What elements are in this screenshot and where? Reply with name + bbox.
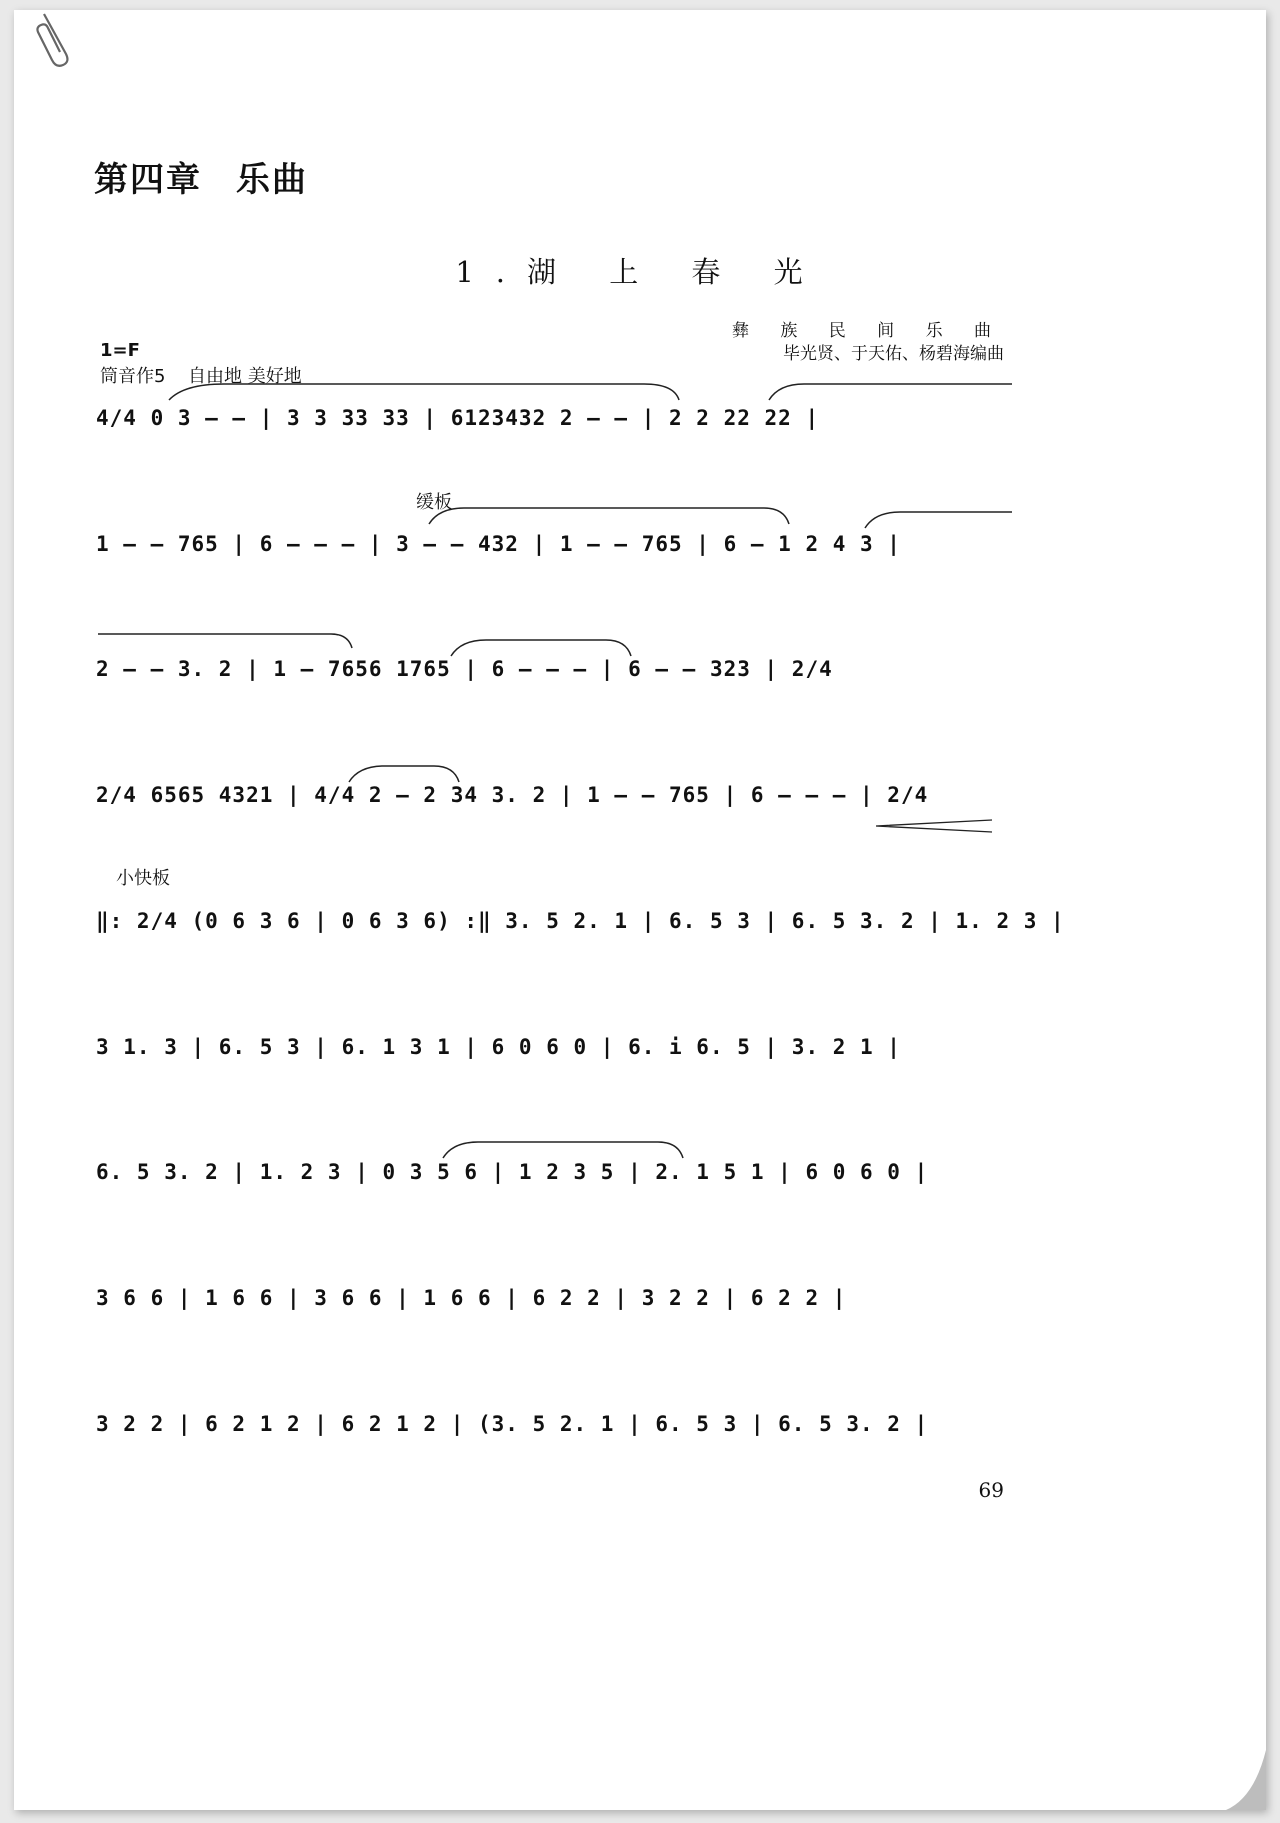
- tempo-marking-intro: 自由地 美好地: [188, 366, 302, 387]
- page-number: 69: [978, 1478, 1004, 1502]
- staff-line-4: 2/4 6565 4321 | 4/4 2 – 2 34 3. 2 | 1 – – 765 | 6 – – – | 2/4: [96, 783, 929, 807]
- staff-line-2: 1 – – 765 | 6 – – – | 3 – – 432 | 1 – – 765 | 6 – 1 2 4 3 |: [96, 532, 901, 556]
- chapter-label: 第四章: [94, 160, 202, 200]
- staff-line-1: 4/4 0 3 – – | 3 3 33 33 | 6123432 2 – – | 2 2 22 22 |: [96, 406, 820, 430]
- slur-mark: [764, 382, 1014, 402]
- piece-arrangers: 毕光贤、于天佑、杨碧海编曲: [783, 344, 1004, 364]
- slur-mark: [424, 506, 794, 526]
- tempo-marking-slow: 缓板: [416, 492, 452, 513]
- page-curl-corner: [1226, 1750, 1266, 1810]
- slur-mark: [344, 764, 464, 784]
- fingering-note: 筒音作5: [100, 366, 166, 387]
- book-page: [14, 10, 1266, 1810]
- chapter-title: 乐曲: [236, 160, 308, 200]
- piece-title: 1.湖 上 春 光: [455, 255, 825, 289]
- tempo-marking-fast: 小快板: [116, 868, 170, 889]
- staff-line-3: 2 – – 3. 2 | 1 – 7656 1765 | 6 – – – | 6 – – 323 | 2/4: [96, 657, 833, 681]
- staff-line-8: 3 6 6 | 1 6 6 | 3 6 6 | 1 6 6 | 6 2 2 | 3 2 2 | 6 2 2 |: [96, 1286, 847, 1310]
- decrescendo-mark: [874, 816, 994, 836]
- chapter-heading: [94, 152, 308, 201]
- key-signature: 1=F: [100, 340, 140, 361]
- slur-mark: [164, 382, 684, 402]
- staff-line-5: ‖: 2/4 (0 6 3 6 | 0 6 3 6) :‖ 3. 5 2. 1 | 6. 5 3 | 6. 5 3. 2 | 1. 2 3 |: [96, 909, 1065, 933]
- slur-mark: [860, 510, 1014, 530]
- paperclip-icon: [36, 10, 76, 70]
- staff-line-9: 3 2 2 | 6 2 1 2 | 6 2 1 2 | (3. 5 2. 1 | 6. 5 3 | 6. 5 3. 2 |: [96, 1412, 929, 1436]
- system-right-edge: [1014, 410, 1018, 1450]
- slur-mark: [96, 630, 356, 650]
- staff-line-7: 6. 5 3. 2 | 1. 2 3 | 0 3 5 6 | 1 2 3 5 | 2. 1 5 1 | 6 0 6 0 |: [96, 1160, 929, 1184]
- slur-mark: [438, 1140, 688, 1160]
- staff-line-6: 3 1. 3 | 6. 5 3 | 6. 1 3 1 | 6 0 6 0 | 6. i 6. 5 | 3. 2 1 |: [96, 1035, 901, 1059]
- slur-mark: [446, 638, 636, 658]
- piece-origin: 彝 族 民 间 乐 曲: [731, 321, 1004, 341]
